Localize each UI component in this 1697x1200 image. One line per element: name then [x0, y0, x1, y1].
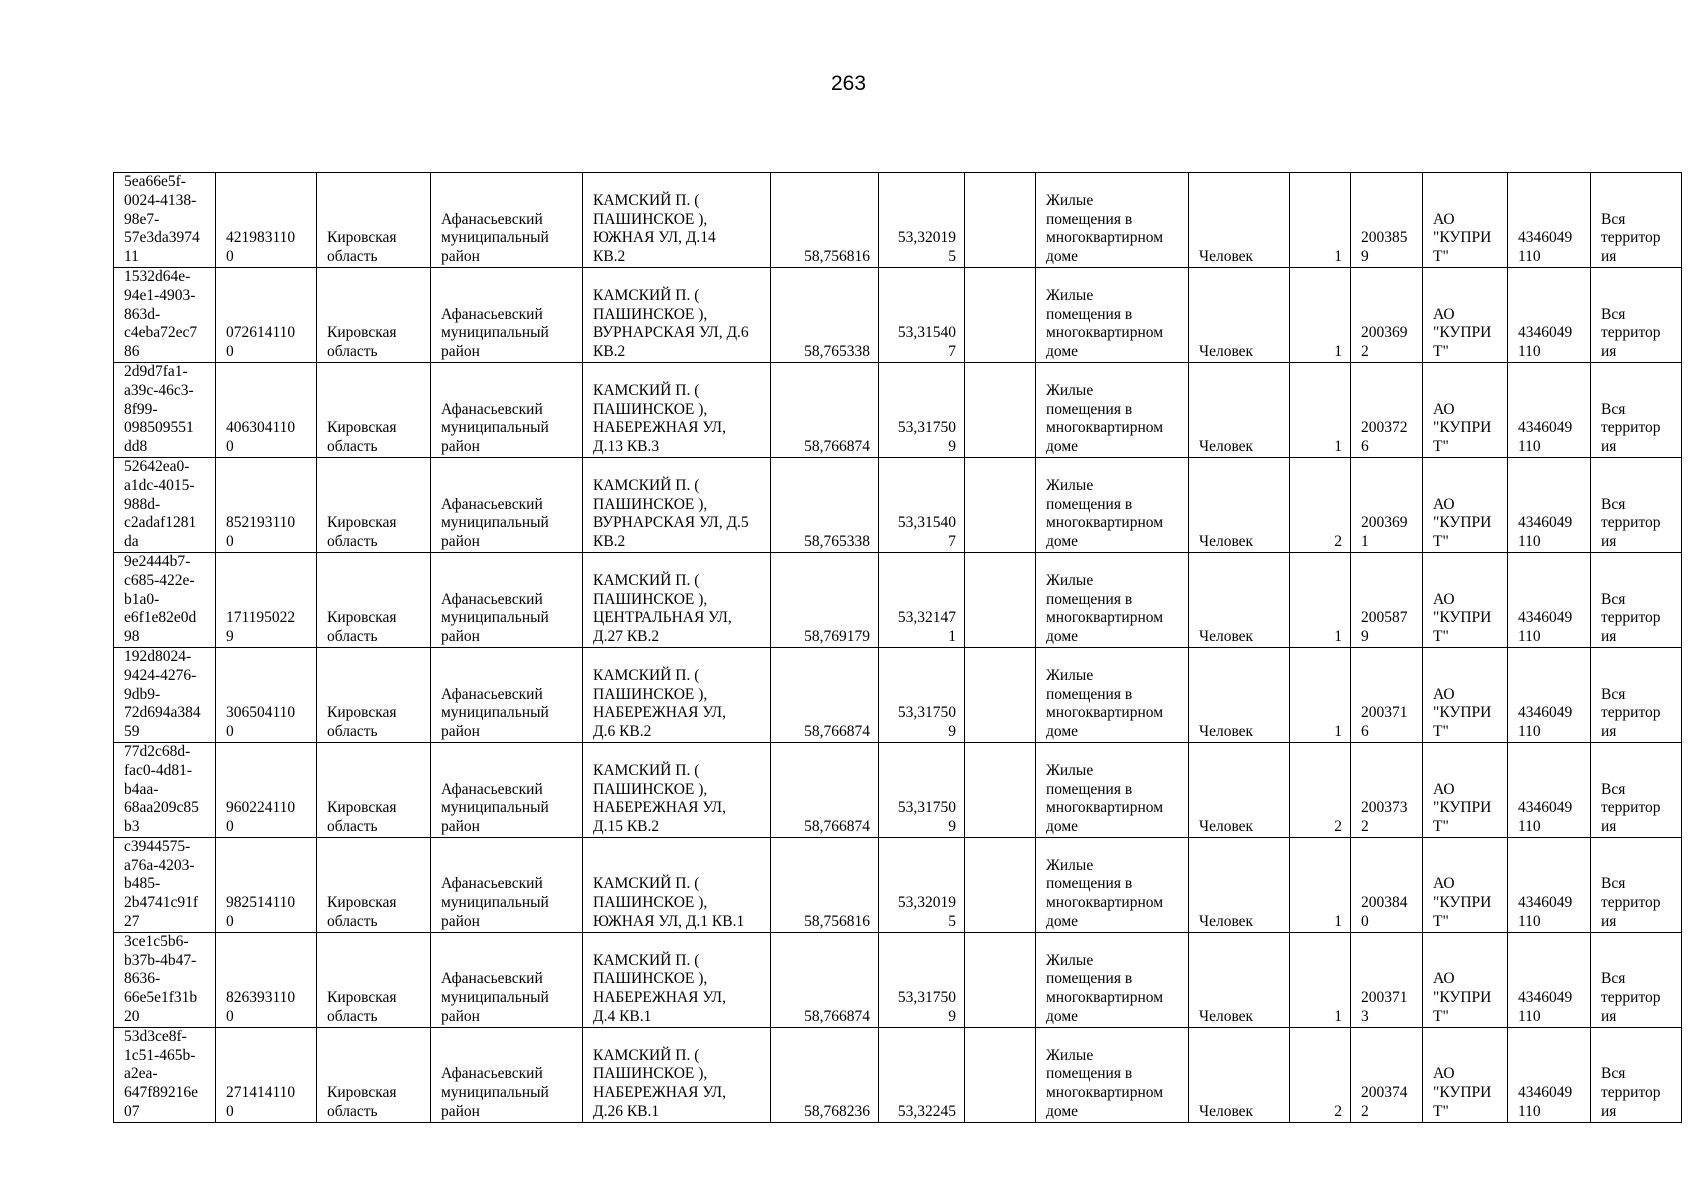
cell-org: АО "КУПРИ Т": [1423, 552, 1508, 647]
cell-lon: 53,31750 9: [879, 932, 965, 1027]
cell-qty: 1: [1290, 173, 1351, 268]
cell-inn: 4346049 110: [1508, 932, 1591, 1027]
cell-id: 192d8024- 9424-4276- 9db9- 72d694a384 59: [114, 647, 216, 742]
cell-empty: [965, 932, 1036, 1027]
cell-lat: 58,765338: [771, 457, 879, 552]
cell-code: 406304110 0: [216, 362, 317, 457]
cell-num: 200384 0: [1351, 837, 1423, 932]
cell-premises: Жилые помещения в многоквартирном доме: [1036, 173, 1189, 268]
cell-id: 2d9d7fa1- a39c-46c3- 8f99- 098509551 dd8: [114, 362, 216, 457]
cell-lat: 58,766874: [771, 742, 879, 837]
cell-lon: 53,32245: [879, 1027, 965, 1122]
cell-qty: 1: [1290, 552, 1351, 647]
cell-inn: 4346049 110: [1508, 742, 1591, 837]
cell-lat: 58,766874: [771, 362, 879, 457]
cell-qty: 1: [1290, 837, 1351, 932]
cell-empty: [965, 457, 1036, 552]
cell-num: 200369 2: [1351, 267, 1423, 362]
cell-region: Кировская область: [317, 837, 431, 932]
cell-unit: Человек: [1189, 552, 1290, 647]
cell-address: КАМСКИЙ П. ( ПАШИНСКОЕ ), НАБЕРЕЖНАЯ УЛ, Д.6 КВ.2: [583, 647, 771, 742]
cell-inn: 4346049 110: [1508, 1027, 1591, 1122]
cell-region: Кировская область: [317, 742, 431, 837]
cell-code: 171195022 9: [216, 552, 317, 647]
cell-num: 200369 1: [1351, 457, 1423, 552]
cell-address: КАМСКИЙ П. ( ПАШИНСКОЕ ), ВУРНАРСКАЯ УЛ, Д.6 КВ.2: [583, 267, 771, 362]
table-row: [114, 552, 1682, 647]
cell-unit: Человек: [1189, 267, 1290, 362]
cell-num: 200371 6: [1351, 647, 1423, 742]
cell-district: Афанасьевский муниципальный район: [431, 932, 583, 1027]
cell-lat: 58,769179: [771, 552, 879, 647]
table-row: [114, 362, 1682, 457]
cell-unit: Человек: [1189, 173, 1290, 268]
cell-address: КАМСКИЙ П. ( ПАШИНСКОЕ ), ЮЖНАЯ УЛ, Д.14 КВ.2: [583, 173, 771, 268]
cell-lon: 53,31540 7: [879, 267, 965, 362]
cell-id: 53d3ce8f- 1c51-465b- a2ea- 647f89216e 07: [114, 1027, 216, 1122]
cell-lat: 58,768236: [771, 1027, 879, 1122]
table-row: [114, 742, 1682, 837]
cell-premises: Жилые помещения в многоквартирном доме: [1036, 837, 1189, 932]
cell-empty: [965, 173, 1036, 268]
cell-code: 826393110 0: [216, 932, 317, 1027]
cell-inn: 4346049 110: [1508, 837, 1591, 932]
cell-lat: 58,756816: [771, 837, 879, 932]
cell-lon: 53,31540 7: [879, 457, 965, 552]
cell-premises: Жилые помещения в многоквартирном доме: [1036, 932, 1189, 1027]
cell-premises: Жилые помещения в многоквартирном доме: [1036, 742, 1189, 837]
cell-id: c3944575- a76a-4203- b485- 2b4741c91f 27: [114, 837, 216, 932]
cell-territory: Вся территор ия: [1591, 1027, 1682, 1122]
cell-lat: 58,756816: [771, 173, 879, 268]
cell-territory: Вся территор ия: [1591, 837, 1682, 932]
cell-code: 306504110 0: [216, 647, 317, 742]
cell-id: 52642ea0- a1dc-4015- 988d- c2adaf1281 da: [114, 457, 216, 552]
cell-territory: Вся территор ия: [1591, 742, 1682, 837]
table-row: [114, 1027, 1682, 1122]
table-body: [114, 173, 1682, 1123]
cell-org: АО "КУПРИ Т": [1423, 362, 1508, 457]
cell-lon: 53,32147 1: [879, 552, 965, 647]
cell-region: Кировская область: [317, 647, 431, 742]
cell-code: 852193110 0: [216, 457, 317, 552]
cell-lat: 58,766874: [771, 647, 879, 742]
cell-unit: Человек: [1189, 647, 1290, 742]
cell-qty: 2: [1290, 1027, 1351, 1122]
cell-inn: 4346049 110: [1508, 362, 1591, 457]
cell-unit: Человек: [1189, 837, 1290, 932]
cell-address: КАМСКИЙ П. ( ПАШИНСКОЕ ), НАБЕРЕЖНАЯ УЛ, Д.15 КВ.2: [583, 742, 771, 837]
cell-qty: 1: [1290, 362, 1351, 457]
cell-unit: Человек: [1189, 457, 1290, 552]
cell-region: Кировская область: [317, 932, 431, 1027]
cell-address: КАМСКИЙ П. ( ПАШИНСКОЕ ), НАБЕРЕЖНАЯ УЛ, Д.13 КВ.3: [583, 362, 771, 457]
cell-org: АО "КУПРИ Т": [1423, 837, 1508, 932]
cell-district: Афанасьевский муниципальный район: [431, 837, 583, 932]
cell-territory: Вся территор ия: [1591, 932, 1682, 1027]
cell-premises: Жилые помещения в многоквартирном доме: [1036, 362, 1189, 457]
cell-territory: Вся территор ия: [1591, 647, 1682, 742]
table-row: [114, 457, 1682, 552]
cell-lon: 53,31750 9: [879, 742, 965, 837]
page-number: 263: [830, 72, 867, 95]
cell-district: Афанасьевский муниципальный район: [431, 742, 583, 837]
cell-empty: [965, 267, 1036, 362]
cell-district: Афанасьевский муниципальный район: [431, 552, 583, 647]
cell-empty: [965, 647, 1036, 742]
cell-territory: Вся территор ия: [1591, 173, 1682, 268]
cell-address: КАМСКИЙ П. ( ПАШИНСКОЕ ), ЮЖНАЯ УЛ, Д.1 КВ.1: [583, 837, 771, 932]
cell-id: 9e2444b7- c685-422e- b1a0- e6f1e82e0d 98: [114, 552, 216, 647]
cell-address: КАМСКИЙ П. ( ПАШИНСКОЕ ), ВУРНАРСКАЯ УЛ, Д.5 КВ.2: [583, 457, 771, 552]
cell-id: 1532d64e- 94e1-4903- 863d- c4eba72ec7 86: [114, 267, 216, 362]
cell-qty: 1: [1290, 267, 1351, 362]
cell-org: АО "КУПРИ Т": [1423, 457, 1508, 552]
cell-territory: Вся территор ия: [1591, 362, 1682, 457]
cell-district: Афанасьевский муниципальный район: [431, 362, 583, 457]
cell-address: КАМСКИЙ П. ( ПАШИНСКОЕ ), ЦЕНТРАЛЬНАЯ УЛ, Д.27 КВ.2: [583, 552, 771, 647]
cell-empty: [965, 742, 1036, 837]
cell-id: 77d2c68d- fac0-4d81- b4aa- 68aa209c85 b3: [114, 742, 216, 837]
cell-code: 271414110 0: [216, 1027, 317, 1122]
cell-address: КАМСКИЙ П. ( ПАШИНСКОЕ ), НАБЕРЕЖНАЯ УЛ, Д.26 КВ.1: [583, 1027, 771, 1122]
cell-territory: Вся территор ия: [1591, 457, 1682, 552]
cell-premises: Жилые помещения в многоквартирном доме: [1036, 647, 1189, 742]
cell-org: АО "КУПРИ Т": [1423, 173, 1508, 268]
cell-district: Афанасьевский муниципальный район: [431, 267, 583, 362]
cell-inn: 4346049 110: [1508, 552, 1591, 647]
cell-empty: [965, 362, 1036, 457]
cell-region: Кировская область: [317, 362, 431, 457]
cell-premises: Жилые помещения в многоквартирном доме: [1036, 267, 1189, 362]
cell-num: 200374 2: [1351, 1027, 1423, 1122]
cell-id: 3ce1c5b6- b37b-4b47- 8636- 66e5e1f31b 20: [114, 932, 216, 1027]
cell-region: Кировская область: [317, 173, 431, 268]
cell-address: КАМСКИЙ П. ( ПАШИНСКОЕ ), НАБЕРЕЖНАЯ УЛ, Д.4 КВ.1: [583, 932, 771, 1027]
cell-org: АО "КУПРИ Т": [1423, 742, 1508, 837]
cell-num: 200587 9: [1351, 552, 1423, 647]
cell-qty: 1: [1290, 932, 1351, 1027]
cell-unit: Человек: [1189, 932, 1290, 1027]
cell-id: 5ea66e5f- 0024-4138- 98e7- 57e3da3974 11: [114, 173, 216, 268]
cell-unit: Человек: [1189, 742, 1290, 837]
cell-qty: 1: [1290, 647, 1351, 742]
cell-empty: [965, 837, 1036, 932]
cell-qty: 2: [1290, 742, 1351, 837]
cell-lat: 58,765338: [771, 267, 879, 362]
cell-org: АО "КУПРИ Т": [1423, 267, 1508, 362]
cell-region: Кировская область: [317, 267, 431, 362]
cell-empty: [965, 1027, 1036, 1122]
cell-empty: [965, 552, 1036, 647]
cell-qty: 2: [1290, 457, 1351, 552]
cell-region: Кировская область: [317, 552, 431, 647]
data-table: [113, 172, 1682, 1123]
cell-lat: 58,766874: [771, 932, 879, 1027]
cell-code: 960224110 0: [216, 742, 317, 837]
cell-inn: 4346049 110: [1508, 457, 1591, 552]
cell-premises: Жилые помещения в многоквартирном доме: [1036, 552, 1189, 647]
cell-org: АО "КУПРИ Т": [1423, 1027, 1508, 1122]
cell-territory: Вся территор ия: [1591, 267, 1682, 362]
cell-inn: 4346049 110: [1508, 173, 1591, 268]
cell-lon: 53,32019 5: [879, 173, 965, 268]
cell-district: Афанасьевский муниципальный район: [431, 173, 583, 268]
cell-num: 200371 3: [1351, 932, 1423, 1027]
table-row: [114, 837, 1682, 932]
table-row: [114, 267, 1682, 362]
table-row: [114, 647, 1682, 742]
cell-premises: Жилые помещения в многоквартирном доме: [1036, 457, 1189, 552]
cell-code: 421983110 0: [216, 173, 317, 268]
cell-num: 200372 6: [1351, 362, 1423, 457]
cell-inn: 4346049 110: [1508, 267, 1591, 362]
cell-district: Афанасьевский муниципальный район: [431, 457, 583, 552]
cell-org: АО "КУПРИ Т": [1423, 932, 1508, 1027]
cell-lon: 53,31750 9: [879, 647, 965, 742]
cell-unit: Человек: [1189, 362, 1290, 457]
cell-code: 982514110 0: [216, 837, 317, 932]
cell-code: 072614110 0: [216, 267, 317, 362]
cell-region: Кировская область: [317, 1027, 431, 1122]
cell-org: АО "КУПРИ Т": [1423, 647, 1508, 742]
cell-district: Афанасьевский муниципальный район: [431, 647, 583, 742]
cell-num: 200373 2: [1351, 742, 1423, 837]
cell-inn: 4346049 110: [1508, 647, 1591, 742]
cell-region: Кировская область: [317, 457, 431, 552]
cell-lon: 53,32019 5: [879, 837, 965, 932]
table-row: [114, 932, 1682, 1027]
cell-premises: Жилые помещения в многоквартирном доме: [1036, 1027, 1189, 1122]
cell-num: 200385 9: [1351, 173, 1423, 268]
cell-territory: Вся территор ия: [1591, 552, 1682, 647]
table-row: [114, 173, 1682, 268]
cell-district: Афанасьевский муниципальный район: [431, 1027, 583, 1122]
cell-lon: 53,31750 9: [879, 362, 965, 457]
cell-unit: Человек: [1189, 1027, 1290, 1122]
